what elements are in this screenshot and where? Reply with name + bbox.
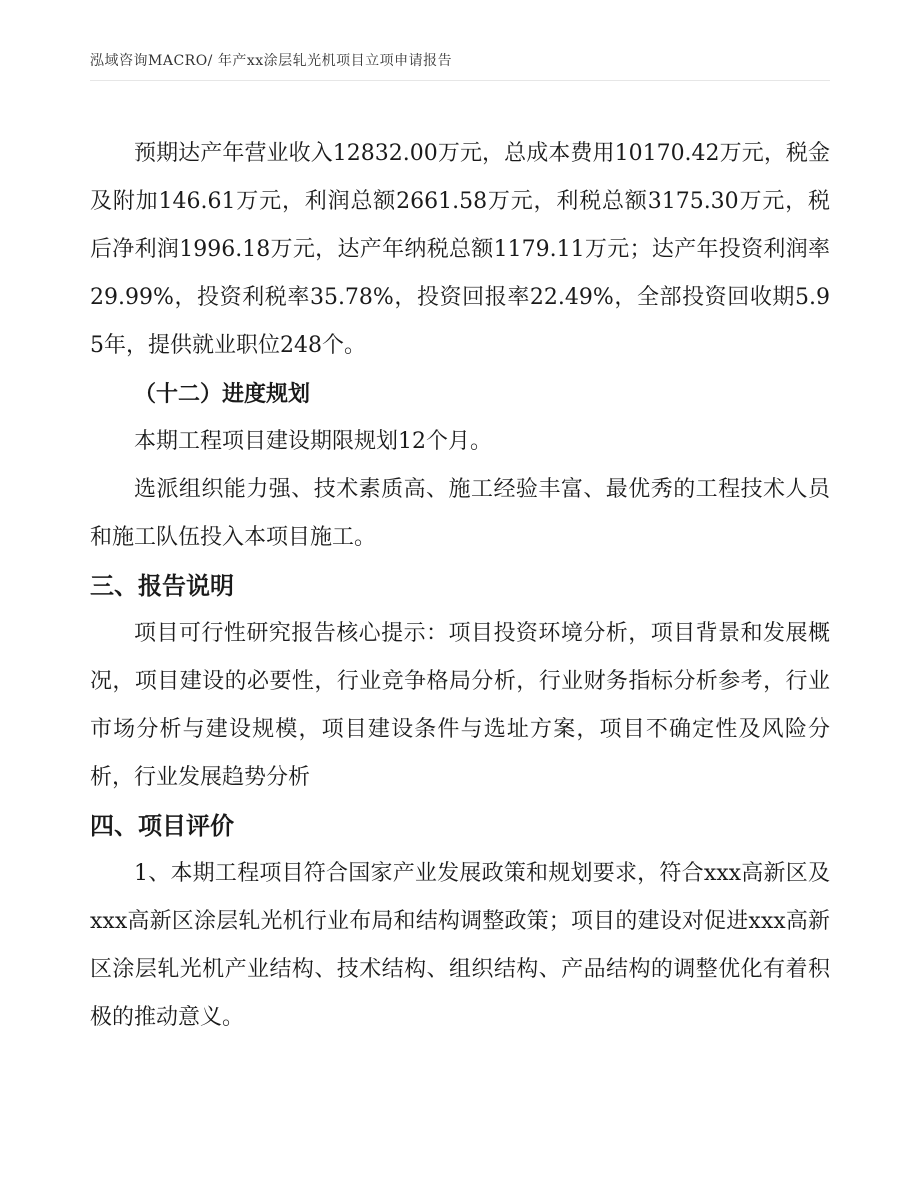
paragraph-schedule-team: 选派组织能力强、技术素质高、施工经验丰富、最优秀的工程技术人员和施工队伍投入本项目施工。 [90, 477, 830, 550]
paragraph-schedule-period: 本期工程项目建设期限规划12个月。 [134, 429, 492, 454]
header-divider [90, 80, 830, 81]
subheading-schedule: （十二）进度规划 [134, 381, 311, 407]
paragraph-report-notes: 项目可行性研究报告核心提示：项目投资环境分析，项目背景和发展概况，项目建设的必要性，行业竞争格局分析，行业财务指标分析参考，行业市场分析与建设规模，项目建设条件与选址方案，项目不确定性及风险分析，行业发展趋势分析 [90, 621, 830, 790]
paragraph-economics: 预期达产年营业收入12832.00万元，总成本费用10170.42万元，税金及附加146.61万元，利润总额2661.58万元，利税总额3175.30万元，税后净利润1996.18万元，达产年纳税总额1179.11万元；达产年投资利润率29.99%，投资利税率35.78%，投资回报率22.49%，全部投资回收期5.95年，提供就业职位248个。 [90, 141, 830, 358]
document-body [90, 130, 830, 1042]
heading-report-notes: 三、报告说明 [90, 571, 234, 600]
paragraph-evaluation-1: 1、本期工程项目符合国家产业发展政策和规划要求，符合xxx高新区及xxx高新区涂层轧光机行业布局和结构调整政策；项目的建设对促进xxx高新区涂层轧光机产业结构、技术结构、组织结构、产品结构的调整优化有着积极的推动意义。 [90, 861, 830, 1030]
heading-project-evaluation: 四、项目评价 [90, 811, 234, 840]
page-header: 泓域咨询MACRO/ 年产xx涂层轧光机项目立项申请报告 [90, 53, 453, 69]
